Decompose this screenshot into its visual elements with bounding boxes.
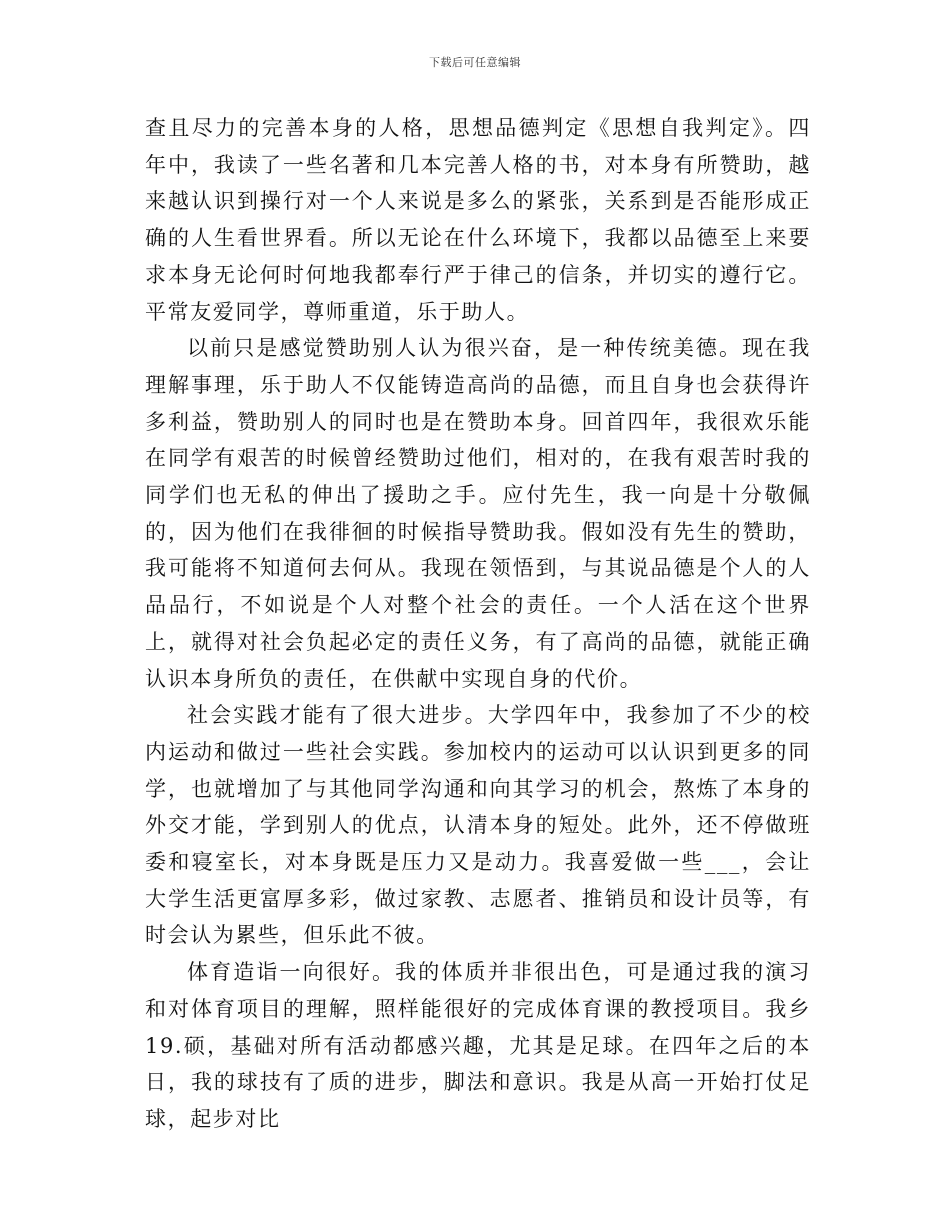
page-header: 下载后可任意编辑 xyxy=(429,56,521,69)
document-body xyxy=(145,110,811,1138)
paragraph-4: 体育造诣一向很好。我的体质并非很出色，可是通过我的演习和对体育项目的理解，照样能很好的完成体育课的教授项目。我乡19.硕，基础对所有活动都感兴趣，尤其是足球。在四年之后的本日，我的球技有了质的进步，脚法和意识。我是从高一开始打仗足球，起步对比 xyxy=(145,960,811,1131)
paragraph-2: 以前只是感觉赞助别人认为很兴奋，是一种传统美德。现在我理解事理，乐于助人不仅能铸造高尚的品德，而且自身也会获得许多利益，赞助别人的同时也是在赞助本身。回首四年，我很欢乐能在同学有艰苦的时候曾经赞助过他们，相对的，在我有艰苦时我的同学们也无私的伸出了援助之手。应付先生，我一向是十分敬佩的，因为他们在我徘徊的时候指导赞助我。假如没有先生的赞助，我可能将不知道何去何从。我现在领悟到，与其说品德是个人的人品品行，不如说是个人对整个社会的责任。一个人活在这个世界上，就得对社会负起必定的责任义务，有了高尚的品德，就能正确认识本身所负的责任，在供献中实现自身的代价。 xyxy=(145,336,811,691)
paragraph-3: 社会实践才能有了很大进步。大学四年中，我参加了不少的校内运动和做过一些社会实践。参加校内的运动可以认识到更多的同学，也就增加了与其他同学沟通和向其学习的机会，熬炼了本身的外交才能，学到别人的优点，认清本身的短处。此外，还不停做班委和寝室长，对本身既是压力又是动力。我喜爱做一些___，会让大学生活更富厚多彩，做过家教、志愿者、推销员和设计员等，有时会认为累些，但乐此不彼。 xyxy=(145,703,811,948)
paragraph-1: 查且尽力的完善本身的人格，思想品德判定《思想自我判定》。四年中，我读了一些名著和几本完善人格的书，对本身有所赞助，越来越认识到操行对一个人来说是多么的紧张，关系到是否能形成正确的人生看世界看。所以无论在什么环境下，我都以品德至上来要求本身无论何时何地我都奉行严于律己的信条，并切实的遵行它。平常友爱同学，尊师重道，乐于助人。 xyxy=(145,116,811,324)
